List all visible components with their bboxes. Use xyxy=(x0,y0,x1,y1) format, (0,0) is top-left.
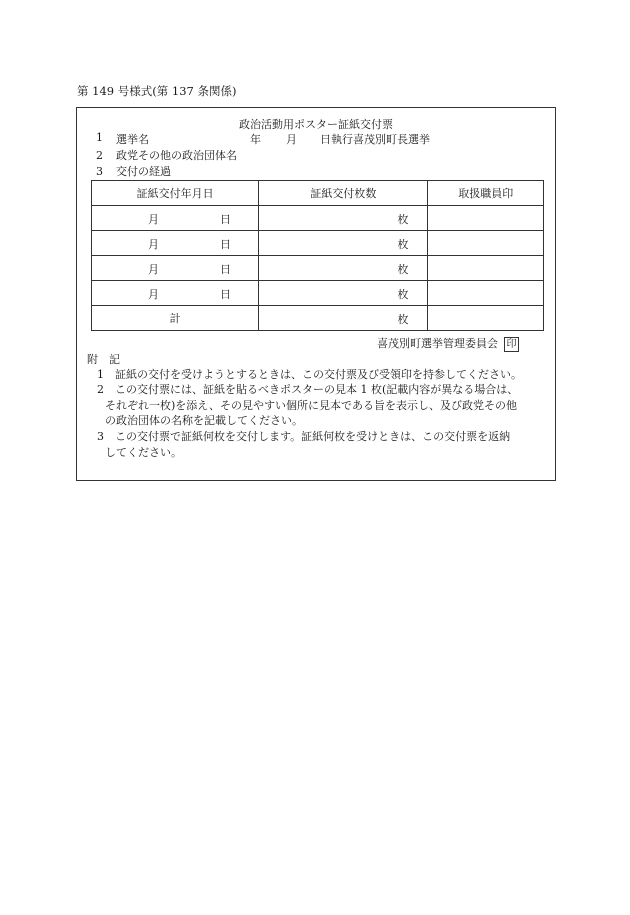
day-label: 日 xyxy=(220,288,231,301)
count-cell[interactable] xyxy=(259,256,428,281)
note-text: この交付票には、証紙を貼るべきポスターの見本 1 枚(記載内容が異なる場合は、 xyxy=(115,383,519,396)
issuer-line xyxy=(377,335,519,352)
election-year-label: 年 xyxy=(250,133,261,146)
date-cell[interactable] xyxy=(92,256,259,281)
day-label: 日 xyxy=(220,263,231,276)
count-cell[interactable] xyxy=(259,281,428,306)
item-number: 1 xyxy=(96,131,103,144)
seal-cell[interactable] xyxy=(428,206,544,231)
month-label: 月 xyxy=(148,263,159,276)
item-label: 交付の経過 xyxy=(116,165,171,178)
item-issue-history xyxy=(96,163,171,179)
notes-heading: 附 記 xyxy=(87,353,120,366)
month-label: 月 xyxy=(148,238,159,251)
header-issue-count: 証紙交付枚数 xyxy=(259,181,428,206)
seal-cell[interactable] xyxy=(428,231,544,256)
count-cell[interactable] xyxy=(259,231,428,256)
table-row xyxy=(92,256,544,281)
item-election-name xyxy=(96,131,430,146)
item-label: 政党その他の政治団体名 xyxy=(116,149,237,162)
form-title: 政治活動用ポスター証紙交付票 xyxy=(239,118,393,131)
total-seal-cell[interactable] xyxy=(428,306,544,331)
unit-label: 枚 xyxy=(397,313,409,326)
month-label: 月 xyxy=(148,288,159,301)
month-label: 月 xyxy=(148,213,159,226)
table-row xyxy=(92,281,544,306)
count-cell[interactable] xyxy=(259,206,428,231)
unit-label: 枚 xyxy=(397,213,409,226)
table-total-row xyxy=(92,306,544,331)
issue-record-table xyxy=(91,180,544,331)
note-item xyxy=(97,367,547,383)
unit-label: 枚 xyxy=(397,238,409,251)
committee-name: 喜茂別町選挙管理委員会 xyxy=(377,337,498,350)
table-row xyxy=(92,231,544,256)
unit-label: 枚 xyxy=(397,288,409,301)
unit-label: 枚 xyxy=(397,263,409,276)
note-text-continued: それぞれ一枚)を添え、その見やすい個所に見本である旨を表示し、及び政党その他 xyxy=(105,398,517,412)
table-row xyxy=(92,206,544,231)
item-label: 選挙名 xyxy=(116,133,149,146)
note-number: 3 xyxy=(97,430,104,443)
table-header-row xyxy=(92,181,544,206)
election-day-label: 日執行喜茂別町長選挙 xyxy=(320,133,430,146)
total-label: 計 xyxy=(92,306,259,331)
note-number: 1 xyxy=(97,368,104,381)
seal-mark: 印 xyxy=(504,337,519,352)
form-number: 第 149 号様式(第 137 条関係) xyxy=(77,84,237,98)
seal-cell[interactable] xyxy=(428,256,544,281)
date-cell[interactable] xyxy=(92,231,259,256)
seal-cell[interactable] xyxy=(428,281,544,306)
item-party-name xyxy=(96,147,237,163)
date-cell[interactable] xyxy=(92,206,259,231)
note-text: 証紙の交付を受けようとするときは、この交付票及び受領印を持参してください。 xyxy=(115,368,522,381)
note-text: この交付票で証紙何枚を交付します。証紙何枚を受けときは、この交付票を返納 xyxy=(115,430,511,443)
item-number: 2 xyxy=(96,149,103,162)
header-issue-date: 証紙交付年月日 xyxy=(92,181,259,206)
day-label: 日 xyxy=(220,238,231,251)
note-text-continued: の政治団体の名称を記載してください。 xyxy=(105,414,303,427)
note-text-continued: してください。 xyxy=(105,445,182,459)
note-item xyxy=(97,429,547,460)
election-month-label: 月 xyxy=(286,133,297,146)
note-number: 2 xyxy=(97,383,104,396)
form-frame xyxy=(76,107,556,481)
header-staff-seal: 取扱職員印 xyxy=(428,181,544,206)
item-number: 3 xyxy=(96,165,103,178)
note-item xyxy=(97,382,547,429)
total-count-cell[interactable] xyxy=(259,306,428,331)
day-label: 日 xyxy=(220,213,231,226)
date-cell[interactable] xyxy=(92,281,259,306)
